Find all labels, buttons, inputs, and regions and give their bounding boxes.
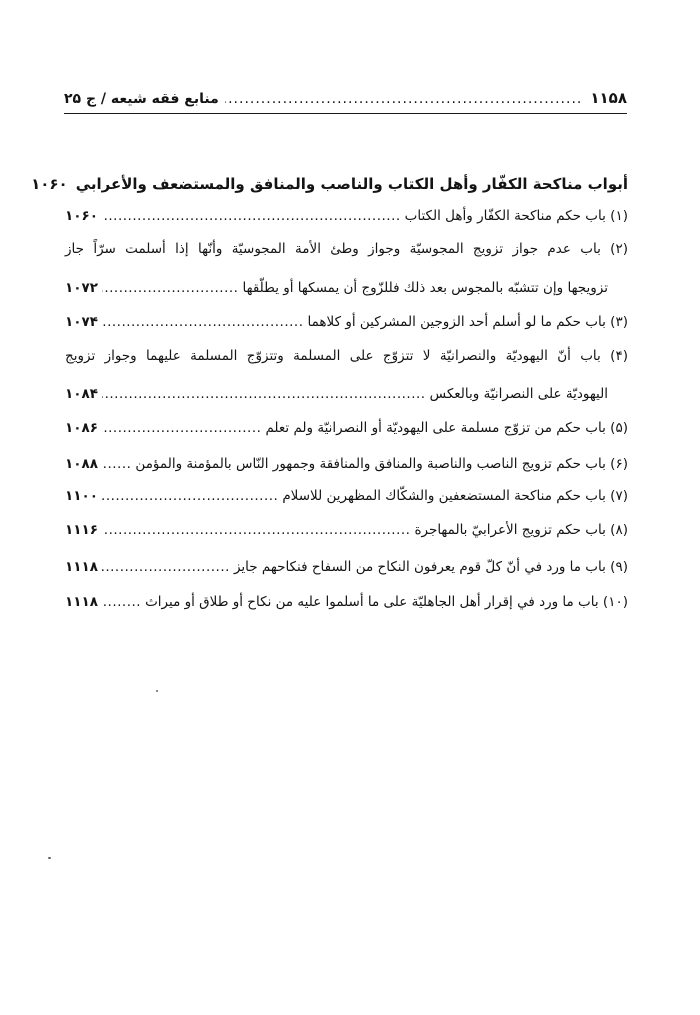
toc-entry	[65, 416, 628, 440]
toc-entry-title: (۲) باب عدم جواز تزويج المجوسيّة وجواز وطئ الأمة المجوسيّة وأنّها إذا أسلمت سرّاً جاز	[65, 241, 628, 257]
page-number: ۱۱۵۸	[590, 89, 627, 107]
toc-page-number: ۱۱۱۸	[65, 559, 98, 575]
toc-entry-title: (۴) باب أنّ اليهوديّة والنصرانيّة لا تتزوّج على المسلمة وتتزوّج المسلمة عليهما وجواز تزويج	[65, 348, 628, 364]
leader-dots	[102, 310, 304, 334]
toc-page-number: ۱۱۰۰	[65, 488, 98, 504]
leader-dots	[102, 484, 278, 508]
toc-page-number: ۱۰۶۰	[65, 208, 98, 224]
toc-entry-title: اليهوديّة على النصرانيّة وبالعكس	[429, 386, 608, 402]
scan-speck	[156, 690, 158, 692]
toc-entry-title: (۱۰) باب ما ورد في إقرار أهل الجاهليّة على ما أسلموا عليه من نكاح أو طلاق أو ميراث	[145, 594, 628, 610]
toc-entry-title: أبواب مناكحة الكفّار وأهل الكتاب والناصب والمنافق والمستضعف والأعرابي	[75, 175, 628, 193]
toc-entry-title: (۱) باب حكم مناكحة الكفّار وأهل الكتاب	[404, 208, 628, 224]
leader-dots	[102, 452, 131, 476]
toc-entry-title: (۷) باب حكم مناكحة المستضعفين والشكّاك المظهرين للاسلام	[282, 488, 628, 504]
toc-page-number: ۱۰۸۶	[65, 420, 98, 436]
toc-entry-title: (۹) باب ما ورد في أنّ كلّ قوم يعرفون النكاح من السفاح فنكاحهم جايز	[233, 559, 628, 575]
toc-page-number: ۱۰۷۴	[65, 314, 98, 330]
toc-page-number: ۱۰۶۰	[31, 175, 68, 193]
leader-dots	[102, 518, 410, 542]
toc-entry	[65, 518, 628, 542]
toc-entry	[65, 590, 628, 614]
leader-dots	[102, 416, 261, 440]
toc-entry	[65, 555, 628, 579]
toc-page-number: ۱۱۱۸	[65, 594, 98, 610]
toc-entry-title: تزويجها وإن تتشبّه بالمجوس بعد ذلك فللزّوج أن يمسكها أو يطلّقها	[242, 280, 608, 296]
toc-entry	[65, 276, 628, 300]
toc-entry-title: (۳) باب حكم ما لو أسلم أحد الزوجين المشركين أو كلاهما	[307, 314, 628, 330]
running-title: منابع فقه شیعه / ج ۲۵	[64, 91, 219, 107]
scan-speck	[48, 857, 51, 859]
leader-dots	[102, 555, 230, 579]
toc-page-number: ۱۰۸۸	[65, 456, 98, 472]
toc-entry	[65, 452, 628, 476]
leader-dots	[102, 204, 401, 228]
toc-page-number: ۱۱۱۶	[65, 522, 98, 538]
leader-dots	[102, 276, 239, 300]
toc-entry-title: (۵) باب حكم من تزوّج مسلمة على اليهوديّة أو النصرانيّة ولم تعلم	[265, 420, 628, 436]
table-of-contents	[31, 0, 628, 1015]
toc-entry	[65, 237, 628, 261]
toc-entry	[65, 310, 628, 334]
toc-page-number: ۱۰۷۲	[65, 280, 98, 296]
toc-entry	[65, 484, 628, 508]
toc-entry	[65, 344, 628, 368]
leader-dots	[102, 382, 426, 406]
toc-page-number: ۱۰۸۴	[65, 386, 98, 402]
toc-entry-title: (۶) باب حكم تزويج الناصب والناصبة والمنافق والمنافقة وجمهور النّاس بالمؤمنة والمؤمن	[135, 456, 628, 472]
toc-section-heading	[31, 172, 628, 196]
toc-entry-title: (۸) باب حكم تزويج الأعرابيّ بالمهاجرة	[414, 522, 628, 538]
toc-entry	[65, 382, 628, 406]
toc-entry	[65, 204, 628, 228]
leader-dots	[102, 590, 141, 614]
